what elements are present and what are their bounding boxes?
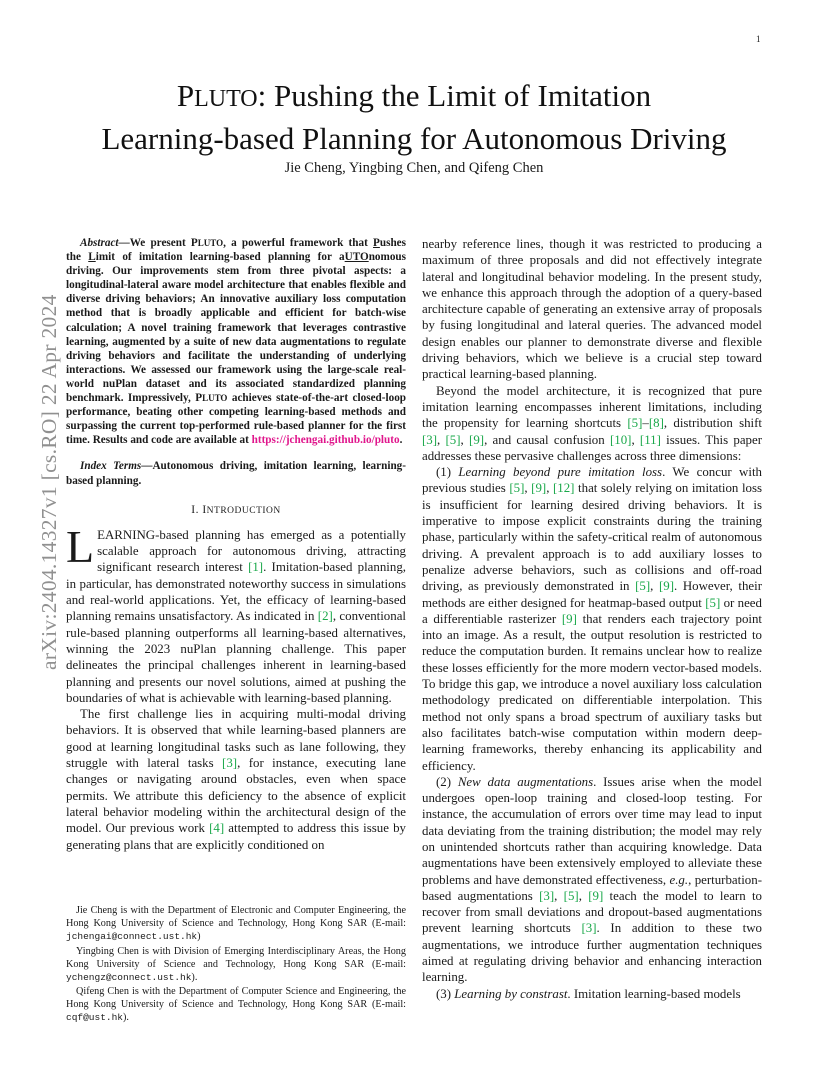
abstract-text: , a powerful framework that (223, 237, 374, 249)
footnote-text: ). (123, 1012, 129, 1024)
intro-paragraph-5 (422, 774, 762, 986)
body-text: . In addition to these two augmentations, we introduce further augmentation techniques aimed at regulating driving behavior and enhancing interaction learning. (422, 921, 762, 985)
index-terms-label: Index Terms (80, 460, 142, 473)
body-text: , perturbation-based augmentations (422, 872, 762, 903)
section-heading-introduction (66, 502, 406, 519)
citation-link[interactable]: [5] (705, 595, 721, 610)
body-text: , (546, 481, 553, 496)
body-text: or need a differentiable rasterizer (422, 595, 762, 626)
body-text: . However, their methods are either designed for heatmap-based output (422, 579, 762, 610)
citation-link[interactable]: [11] (639, 432, 661, 447)
body-text: Beyond the model architecture, it is recognized that pure imitation learning encompasses inherent limitations, including the propensity for learning shortcuts (422, 383, 762, 431)
arxiv-stamp: arXiv:2404.14327v1 [cs.RO] 22 Apr 2024 (37, 294, 61, 670)
citation-link[interactable]: [10] (609, 432, 632, 447)
citation-link[interactable]: [9] (588, 888, 604, 903)
footnote-text: ) (197, 930, 201, 942)
intro-paragraph-1 (66, 520, 406, 706)
body-text: that renders each trajectory point into an image. As a result, the output resolution is restricted to reduce the computation burden. It remains unclear how to realize these losses efficiently for the more modern vector-based models. To bridge this gap, we introduce a novel auxiliary loss calculation methodology predicated on differentiable interpolation. This method not only spans a broad spectrum of auxiliary tasks but also facilitates batch-wise computation within modern deep-learning frameworks, thereby enhancing its applicability and efficiency. (422, 611, 763, 773)
footnote-qifeng-chen (66, 986, 406, 1025)
body-text: (3) (436, 986, 455, 1001)
citation-link[interactable]: [3] (422, 432, 438, 447)
footnote-jie-cheng (66, 905, 406, 944)
intro-paragraph-3 (422, 383, 762, 464)
intro-paragraph-6 (422, 986, 762, 1002)
title-line-1-rest: : Pushing the Limit of Imitation (257, 78, 652, 113)
body-text: teach the model to learn to recover from small deviations and dropout-based augmentations prevent learning shortcuts (422, 888, 762, 936)
abstract-text: We present (129, 237, 191, 249)
citation-link[interactable]: [2] (317, 609, 333, 624)
abstract-underline-p: P (373, 237, 380, 249)
citation-link[interactable]: [5] (445, 432, 461, 447)
right-column (422, 236, 762, 1002)
footnote-yingbing-chen (66, 946, 406, 985)
abstract-underline-l: L (88, 251, 96, 264)
page-number: 1 (756, 34, 761, 44)
body-text: , (524, 481, 532, 496)
abstract-text: . (399, 434, 403, 447)
abstract-pluto-initial: P (190, 237, 198, 249)
abstract-dash: — (118, 237, 130, 249)
body-text: EARNING-based planning has emerged as a potentially scalable approach for autonomous driving, attracting significant research interest (97, 527, 406, 575)
body-text: , for instance, executing lane changes or navigating around obstacles, even when space permits. We attribute this deficiency to the absence of explicit lateral behavior modeling within the architectural design of the model. Our previous work (66, 756, 406, 836)
citation-link[interactable]: [3] (539, 888, 555, 903)
body-text: . Imitation learning-based models (567, 986, 741, 1001)
title-line-1 (0, 76, 828, 119)
title-initial: P (176, 78, 195, 113)
footnote-text: ). (191, 971, 198, 983)
body-text: , (437, 432, 446, 447)
emphasis-text: Learning beyond pure imitation loss (458, 465, 663, 480)
body-text: (1) (436, 465, 459, 480)
body-text: that solely relying on imitation loss is insufficient for learning desired driving behaviors. It is imperative to impose explicit constraints during the training phase, particularly within the safety-critical realm of autonomous driving. A prevalent approach is to add auxiliary losses to penalize adverse behaviors, such as collisions and off-road driving, as previously demonstrated in (422, 481, 763, 594)
body-text: – (642, 416, 649, 431)
body-text: . We concur with previous studies (422, 465, 762, 496)
title-line-2: Learning-based Planning for Autonomous Driving (101, 121, 727, 156)
abstract-pluto-smallcaps: LUTO (202, 393, 228, 404)
abstract-text: nomous driving. Our improvements stem from three pivotal aspects: a longitudinal-lateral aware model architecture that enables flexible and diverse driving behaviors; An innovative auxiliary loss computation method that is broadly applicable and efficient for batch-wise calculation; A novel training framework that leverages contrastive learning, augmented by a suite of new data augmentations to regulate driving behaviors and facilitate the understanding of underlying interactions. We assessed our framework using the large-scale real-world nuPlan dataset and its associated standardized planning benchmark. Impressively, (66, 251, 406, 405)
citation-link[interactable]: [9] (531, 481, 547, 496)
intro-paragraph-2-continued: nearby reference lines, though it was restricted to producing a maximum of three proposals and did not effectively integrate lateral and longitudinal behavior modeling. In the present study, we enhance this approach through the adoption of a query-based architecture capable of generating an extensive array of proposals by fusing longitudinal and lateral queries. The advanced model design enables our planner to demonstrate diverse and flexible driving behaviors, which we believe is a crucial step toward practical learning-based planning. (422, 237, 762, 382)
citation-link[interactable]: [9] (658, 579, 674, 594)
footnote-text: Yingbing Chen is with Division of Emerging Interdisciplinary Areas, the Hong Kong University of Science and Technology, Hong Kong SAR (E-mail: (66, 945, 406, 970)
body-text: (2) (436, 774, 458, 789)
body-text: , distribution shift (663, 416, 763, 431)
citation-link[interactable]: [3] (222, 756, 238, 771)
citation-link[interactable]: [4] (209, 821, 225, 836)
body-text: . Issues arise when the model undergoes open-loop training and closed-loop testing. For instance, the accumulation of errors over time may lead to input data deviating from the training distribution; the model may rely on unintended shortcuts rather than acquiring knowledge. Data augmentations have been extensively employed to alleviate these problems and have demonstrated effectiveness, (422, 774, 762, 887)
project-link[interactable]: https://jchengai.github.io/pluto (251, 434, 400, 447)
body-text: . Imitation-based planning, in particular, has demonstrated noteworthy success in simulations and real-world applications. Yet, the efficacy of learning-based planning remains unsatisfactory. As indicated in (66, 560, 406, 624)
section-smallcaps: NTRODUCTION (206, 505, 281, 516)
abstract-underline-uto: UTO (344, 251, 369, 264)
email-address: jchengai@connect.ust.hk (66, 930, 198, 942)
abstract-text: ushes the (66, 237, 406, 264)
body-text: , conventional rule-based planning outperforms all learning-based alternatives, winning the 2023 nuPlan planning challenge. This paper delineates the principal challenges inherent in learning-based planning and presents our novel solutions, aimed at pushing the boundaries of what is achievable with learning-based planning. (66, 609, 406, 705)
index-terms (66, 459, 406, 487)
footnote-text: Qifeng Chen is with the Department of Computer Science and Engineering, the Hong Kong University of Science and Technology, Hong Kong SAR (E-mail: (66, 986, 406, 1011)
index-terms-text: Autonomous driving, imitation learning, learning-based planning. (66, 460, 406, 487)
citation-link[interactable]: [5] (563, 888, 579, 903)
citation-link[interactable]: [12] (553, 481, 575, 496)
body-text: , (460, 432, 470, 447)
body-text: attempted to address this issue by generating plans that are explicitly conditioned on (66, 821, 406, 852)
drop-cap: L (66, 520, 95, 572)
citation-link[interactable]: [8] (648, 416, 664, 431)
citation-link[interactable]: [9] (561, 611, 577, 626)
body-text: issues. This paper addresses these pervasive challenges across three dimensions: (422, 432, 763, 463)
title-smallcaps: LUTO (194, 86, 258, 112)
body-text: , (631, 432, 640, 447)
body-text: , (650, 579, 659, 594)
citation-link[interactable]: [1] (248, 560, 264, 575)
citation-link[interactable]: [3] (581, 921, 597, 936)
footnotes (66, 905, 406, 1027)
author-list: Jie Cheng, Yingbing Chen, and Qifeng Chen (284, 160, 544, 176)
body-text: , (578, 888, 589, 903)
section-numeral: I. I (191, 503, 207, 516)
paper-title (0, 76, 828, 158)
email-address: cqf@ust.hk (66, 1012, 124, 1024)
abstract-label: Abstract (80, 237, 119, 249)
intro-paragraph-4 (422, 464, 762, 774)
body-text: The first challenge lies in acquiring multi-modal driving behaviors. It is observed that while learning-based planners are good at learning longitudinal tasks such as lane following, they struggle with lateral tasks (66, 707, 406, 771)
emphasis-text: New data augmentations (457, 774, 594, 789)
footnote-text: Jie Cheng is with the Department of Electronic and Computer Engineering, the Hong Kong University of Science and Technology, Hong Kong SAR (E-mail: (66, 905, 406, 929)
abstract (66, 236, 406, 447)
abstract-text: achieves state-of-the-art closed-loop performance, beating other competing learning-based methods and surpassing the current top-performed rule-based planner for the first time. Results and code are available at (66, 392, 407, 447)
index-terms-dash: — (141, 460, 153, 473)
citation-link[interactable]: [5] (627, 416, 643, 431)
citation-link[interactable]: [9] (469, 432, 485, 447)
email-address: ychengz@connect.ust.hk (66, 971, 192, 983)
body-text: , and causal confusion (484, 432, 610, 447)
citation-link[interactable]: [5] (509, 481, 525, 496)
emphasis-text: e.g. (669, 872, 689, 887)
citation-link[interactable]: [5] (635, 579, 651, 594)
body-text: , (554, 888, 564, 903)
emphasis-text: Learning by constrast (454, 986, 568, 1001)
abstract-pluto-smallcaps: LUTO (197, 238, 224, 248)
intro-paragraph-2 (66, 706, 406, 853)
abstract-pluto-initial: P (195, 392, 203, 405)
left-column (66, 236, 406, 853)
abstract-text: imit of imitation learning-based planning for a (95, 251, 345, 264)
